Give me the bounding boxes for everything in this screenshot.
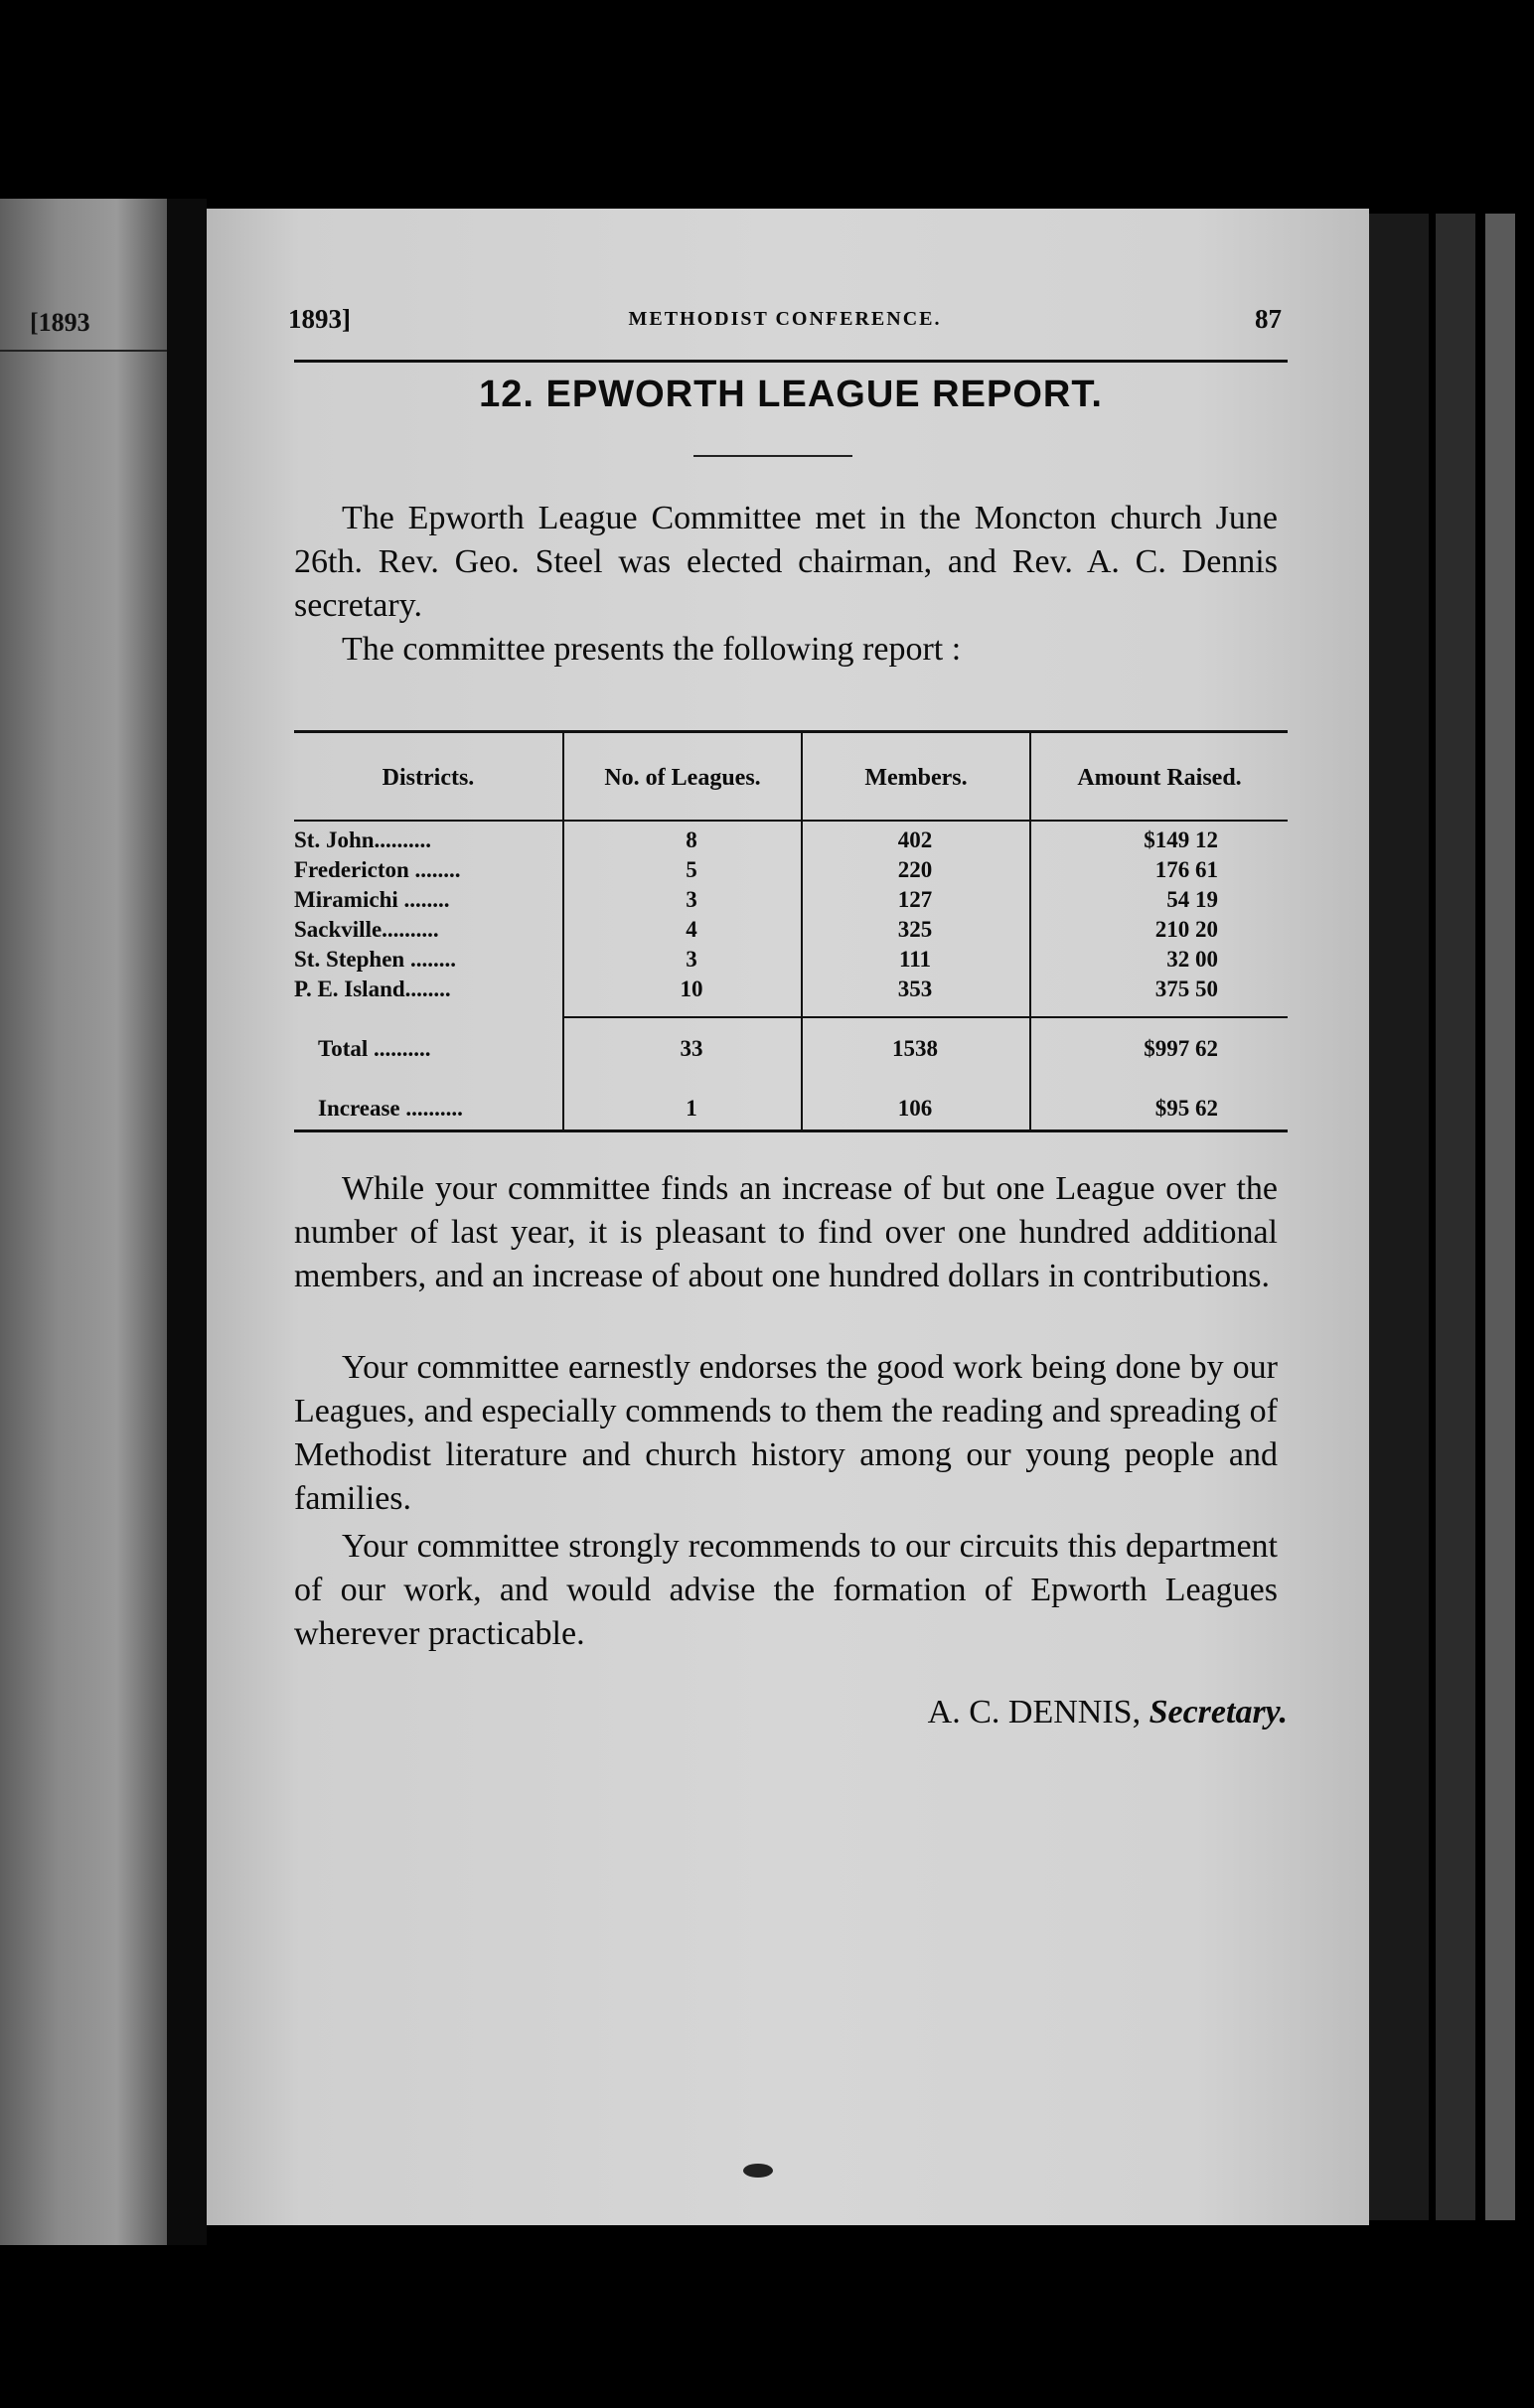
page-edge: [1436, 214, 1475, 2220]
total-members: 1538: [892, 1036, 938, 1061]
district-name: St. John..........: [294, 828, 432, 852]
page-number: 87: [1255, 304, 1282, 334]
members-count: 402: [897, 828, 933, 852]
body-paragraph: Your committee strongly recommends to our circuits this department of our work, and would advise the formation of Epworth Leagues wherever practicable.: [294, 1528, 1278, 1652]
members-count: 325: [897, 917, 933, 942]
column-header-amount: Amount Raised.: [1077, 765, 1242, 791]
increase-members: 106: [897, 1096, 933, 1121]
signature-name: A. C. DENNIS,: [927, 1694, 1142, 1731]
running-head-title: METHODIST CONFERENCE.: [628, 308, 942, 330]
table-bottom-rule: [294, 1129, 1288, 1132]
body-paragraph: While your committee finds an increase of but one League over the number of last year, it is pleasant to find over one hundred additional members, and an increase of about one hundred dollars in contributions.: [294, 1170, 1278, 1294]
amount-raised: 210 20: [1154, 917, 1218, 942]
leagues-count: 8: [686, 828, 697, 852]
members-count: 353: [897, 977, 933, 1001]
book-page: [207, 209, 1369, 2225]
total-label: Total ..........: [318, 1036, 431, 1061]
running-head-year: 1893]: [288, 304, 351, 334]
page-edge: [1369, 214, 1429, 2220]
facing-page: [0, 199, 167, 2245]
increase-leagues: 1: [686, 1096, 697, 1121]
leagues-count: 10: [680, 977, 703, 1001]
district-name: P. E. Island........: [294, 977, 451, 1001]
column-divider: [801, 733, 803, 1130]
title-rule: [693, 455, 852, 457]
column-divider: [562, 733, 564, 1130]
district-name: Sackville..........: [294, 917, 439, 942]
amount-raised: 32 00: [1166, 947, 1218, 972]
signature-title: Secretary.: [1149, 1694, 1288, 1731]
signature: [294, 1694, 1288, 1731]
amount-raised: 375 50: [1154, 977, 1218, 1001]
facing-page-rule: [0, 350, 167, 352]
increase-label: Increase ..........: [318, 1096, 463, 1121]
body-paragraph: Your committee earnestly endorses the good work being done by our Leagues, and especially commends to them the reading and spreading of Methodist literature and church history among our young people and families.: [294, 1349, 1278, 1517]
header-rule: [294, 360, 1288, 363]
column-header-leagues: No. of Leagues.: [604, 765, 761, 791]
leagues-count: 5: [686, 857, 697, 882]
printer-ornament: [743, 2164, 773, 2178]
report-title: 12. EPWORTH LEAGUE REPORT.: [479, 374, 1103, 415]
table-header-rule: [294, 820, 1288, 822]
amount-raised: $149 12: [1144, 828, 1218, 852]
district-name: St. Stephen ........: [294, 947, 456, 972]
intro-paragraph-2: The committee presents the following report :: [342, 631, 962, 668]
page-edge: [1485, 214, 1515, 2220]
intro-paragraph: The Epworth League Committee met in the Moncton church June 26th. Rev. Geo. Steel was elected chairman, and Rev. A. C. Dennis secretary.: [294, 500, 1278, 624]
book-gutter: [167, 199, 207, 2245]
district-name: Fredericton ........: [294, 857, 461, 882]
members-count: 127: [897, 887, 933, 912]
total-amount: $997 62: [1144, 1036, 1218, 1061]
total-leagues: 33: [680, 1036, 703, 1061]
running-head: [288, 304, 1282, 340]
district-name: Miramichi ........: [294, 887, 450, 912]
column-header-members: Members.: [864, 765, 968, 791]
column-header-districts: Districts.: [382, 765, 475, 791]
amount-raised: 54 19: [1166, 887, 1218, 912]
members-count: 111: [899, 947, 931, 972]
leagues-count: 3: [686, 947, 697, 972]
facing-page-year: [1893: [30, 308, 90, 337]
members-count: 220: [897, 857, 933, 882]
amount-raised: 176 61: [1154, 857, 1218, 882]
increase-amount: $95 62: [1154, 1096, 1218, 1121]
table-top-rule: [294, 730, 1288, 733]
table-total-rule: [562, 1016, 1288, 1018]
leagues-count: 4: [686, 917, 697, 942]
leagues-count: 3: [686, 887, 697, 912]
